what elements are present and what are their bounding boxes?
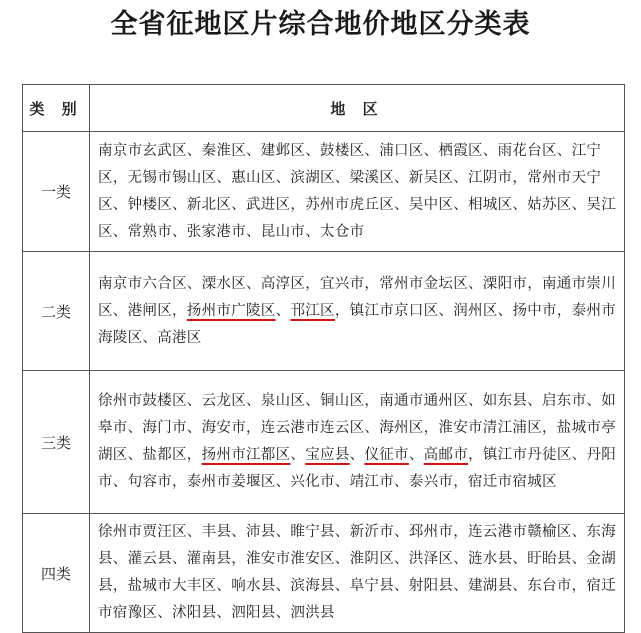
row-category: 一类	[23, 132, 90, 252]
highlighted-region: 宝应县	[305, 447, 350, 463]
highlighted-region: 扬州市江都区	[201, 447, 291, 463]
page-title: 全省征地区片综合地价地区分类表	[110, 9, 531, 40]
header-region: 地 区	[90, 85, 625, 132]
table-header-row	[23, 85, 625, 132]
table-row	[23, 371, 625, 514]
region-classification-table	[22, 84, 625, 633]
region-text: ，镇江市京口区、润州区、扬中市，泰州市海陵区、高港区	[98, 302, 617, 346]
region-text: 、	[290, 447, 306, 463]
highlighted-region: 扬州市广陵区	[186, 302, 276, 319]
highlighted-region: 仪征市	[364, 447, 409, 463]
header-category: 类 别	[23, 85, 90, 132]
row-category: 二类	[23, 252, 90, 371]
region-text: 南京市六合区、溧水区、高淳区，宜兴市，常州市金坛区、溧阳市，南通市崇川区、港闸区，	[98, 275, 616, 319]
region-text: 、	[349, 447, 365, 463]
region-text: 徐州市鼓楼区、云龙区、泉山区、铜山区，南通市通州区、如东县、启东市、如皋市、海门市、海安市，连云港市连云区、海州区，淮安市清江浦区，盐城市亭湖区、盐都区，	[98, 393, 616, 463]
table-row	[23, 514, 625, 633]
region-text: 南京市玄武区、秦淮区、建邺区、鼓楼区、浦口区、栖霞区、雨花台区、江宁区，无锡市锡山区、惠山区、滨湖区、梁溪区、新吴区、江阴市，常州市天宁区、钟楼区、新北区、武进区，苏州市虎丘区、吴中区、相城区、姑苏区、吴江区、常熟市、张家港市、昆山市、太仓市	[98, 142, 616, 240]
row-category: 三类	[23, 371, 90, 514]
row-regions	[90, 252, 625, 371]
row-regions	[90, 132, 625, 252]
region-text: 、	[408, 447, 424, 463]
table-row	[23, 252, 625, 371]
region-text: ，镇江市丹徒区、丹阳市、句容市，泰州市姜堰区、兴化市、靖江市、泰兴市，宿迁市宿城区	[98, 447, 617, 490]
row-regions	[90, 514, 625, 633]
region-text: 徐州市贾汪区、丰县、沛县、睢宁县、新沂市、邳州市，连云港市赣榆区、东海县、灌云县、灌南县，淮安市淮安区、淮阴区、洪泽区、涟水县、盱眙县、金湖县，盐城市大丰区、响水县、滨海县、阜宁县、射阳县、建湖县、东台市，宿迁市宿豫区、沭阳县、泗阳县、泗洪县	[98, 524, 616, 621]
row-regions	[90, 371, 625, 514]
table-row	[23, 132, 625, 252]
row-category: 四类	[23, 514, 90, 633]
region-text: 、	[275, 302, 291, 319]
highlighted-region: 高邮市	[423, 447, 469, 463]
highlighted-region: 邗江区	[290, 302, 335, 319]
